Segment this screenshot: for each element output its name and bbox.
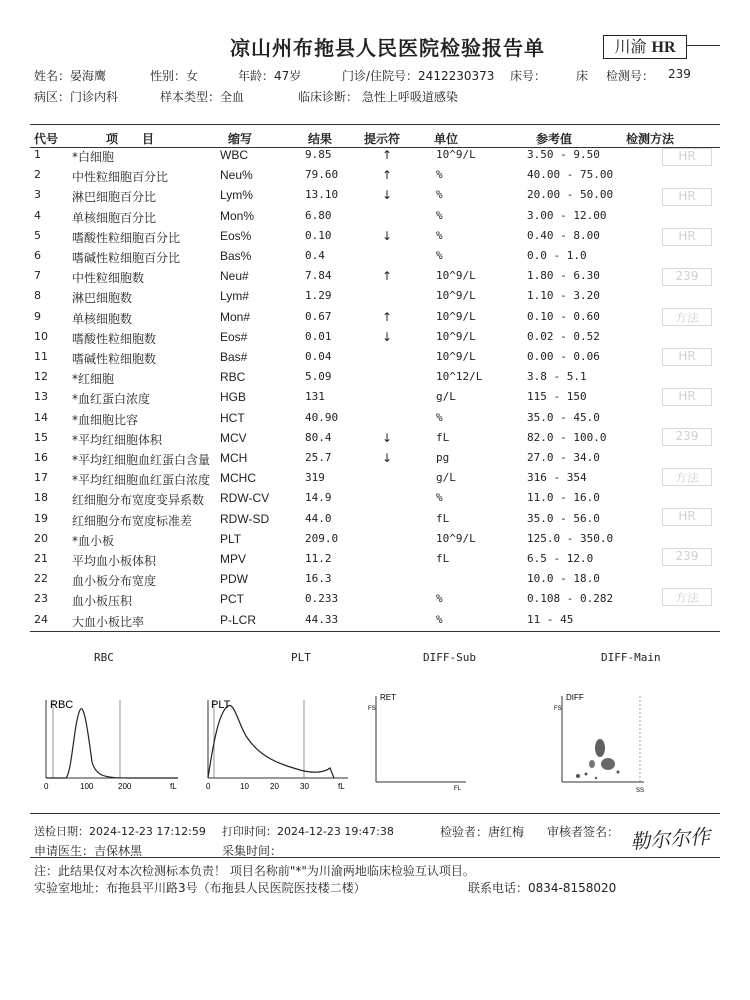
- bed-value: 床: [576, 69, 589, 83]
- row-number: 15: [34, 430, 48, 444]
- item-name: *平均红细胞血红蛋白含量: [72, 453, 211, 467]
- item-result: 0.01: [305, 329, 332, 343]
- item-unit: 10^9/L: [436, 269, 476, 283]
- item-unit: g/L: [436, 390, 456, 404]
- ret-x-axis: FL: [454, 786, 462, 790]
- row-number: 21: [34, 552, 48, 565]
- item-flag: ↓: [382, 188, 393, 203]
- row-number: 6: [34, 249, 41, 262]
- item-flag: ↓: [382, 329, 393, 344]
- item-result: 0.4: [305, 249, 325, 262]
- watermark-stamp: HR: [662, 228, 712, 246]
- table-row: [0, 451, 750, 471]
- rbc-tick-unit: fL: [170, 782, 177, 791]
- plt-histogram: [200, 692, 355, 792]
- item-unit: %: [436, 208, 443, 222]
- item-abbr: WBC: [220, 148, 248, 162]
- item-abbr: PLT: [220, 531, 242, 546]
- footer-top-line: [30, 813, 720, 814]
- watermark-stamp: 方法: [662, 468, 712, 486]
- diff-y-axis: FS: [554, 706, 562, 712]
- item-abbr: Lym%: [220, 188, 253, 203]
- item-abbr: Eos#: [220, 329, 248, 344]
- item-result: 0.04: [305, 350, 332, 363]
- item-reference: 115 - 150: [527, 390, 587, 404]
- table-row: [0, 289, 750, 309]
- applying-doctor: 申请医生：吉保林黑: [34, 844, 143, 858]
- item-abbr: PCT: [220, 592, 244, 607]
- table-row: [0, 390, 750, 410]
- item-result: 44.0: [305, 511, 332, 525]
- item-name: *血红蛋白浓度: [72, 392, 151, 407]
- watermark-stamp: HR: [662, 148, 712, 166]
- row-number: 13: [34, 390, 48, 404]
- row-number: 16: [34, 451, 48, 464]
- item-name: 红细胞分布宽度标准差: [72, 513, 193, 528]
- item-unit: %: [436, 410, 443, 424]
- row-number: 10: [34, 329, 48, 343]
- diff-x-axis: SS: [636, 788, 645, 794]
- item-abbr: Bas#: [220, 350, 248, 364]
- item-flag: ↑: [382, 269, 393, 284]
- patient-name: 姓名：晏海鹰: [34, 69, 107, 83]
- item-result: 6.80: [305, 208, 332, 222]
- item-abbr: MCHC: [220, 471, 256, 486]
- item-name: 嗜酸性粒细胞百分比: [72, 230, 181, 245]
- diff-scattergram: [548, 690, 658, 798]
- rbc-histogram: [38, 692, 188, 792]
- row-number: 20: [34, 531, 48, 545]
- table-row: [0, 592, 750, 612]
- item-reference: 82.0 - 100.0: [527, 430, 607, 444]
- item-unit: 10^9/L: [436, 531, 476, 545]
- item-abbr: P-LCR: [220, 612, 257, 627]
- item-name: 血小板分布宽度: [72, 574, 157, 589]
- diff-label: DIFF: [566, 693, 584, 702]
- item-abbr: RDW-CV: [220, 491, 270, 506]
- item-reference: 27.0 - 34.0: [527, 451, 600, 464]
- table-top-line: [30, 124, 720, 125]
- col-header-abbr: 缩写: [228, 132, 253, 146]
- plt-tick-20: 20: [270, 782, 279, 791]
- item-name: 单核细胞数: [72, 311, 133, 326]
- watermark-stamp: 方法: [662, 308, 712, 326]
- item-abbr: Eos%: [220, 228, 252, 243]
- collection-time: 采集时间：: [222, 844, 283, 858]
- item-abbr: MPV: [220, 552, 247, 566]
- item-abbr: Neu#: [220, 269, 249, 284]
- item-unit: %: [436, 188, 443, 202]
- item-result: 80.4: [305, 430, 332, 444]
- table-row: [0, 229, 750, 249]
- item-reference: 1.80 - 6.30: [527, 269, 600, 283]
- item-reference: 0.02 - 0.52: [527, 329, 600, 343]
- item-unit: 10^9/L: [436, 350, 476, 363]
- item-name: 嗜碱性粒细胞百分比: [72, 251, 181, 265]
- watermark-stamp: 239: [662, 548, 712, 566]
- item-result: 131: [305, 390, 325, 404]
- header-line: [686, 45, 720, 46]
- ret-y-axis: FS: [368, 706, 376, 712]
- item-reference: 0.00 - 0.06: [527, 350, 600, 363]
- watermark-stamp: HR: [662, 348, 712, 366]
- report-title: 凉山州布拖县人民医院检验报告单: [230, 36, 545, 60]
- item-unit: 10^9/L: [436, 309, 476, 323]
- lab-phone: 联系电话：0834-8158020: [468, 881, 617, 895]
- col-header-no: 代号: [34, 132, 59, 146]
- patient-sex: 性别：女: [150, 69, 199, 83]
- outpatient-number: 门诊/住院号：2412230373: [342, 69, 495, 83]
- item-unit: 10^9/L: [436, 289, 476, 303]
- watermark-stamp: 239: [662, 268, 712, 286]
- item-reference: 3.50 - 9.50: [527, 148, 600, 161]
- item-reference: 10.0 - 18.0: [527, 572, 600, 586]
- item-name: *血细胞比容: [72, 412, 139, 427]
- table-row: [0, 350, 750, 370]
- item-abbr: Mon%: [220, 208, 255, 223]
- row-number: 5: [34, 228, 41, 242]
- item-result: 16.3: [305, 572, 332, 586]
- item-name: 嗜碱性粒细胞数: [72, 352, 157, 366]
- item-abbr: PDW: [220, 572, 248, 587]
- item-unit: %: [436, 249, 443, 262]
- item-result: 5.09: [305, 370, 332, 384]
- test-number-value: 239: [668, 67, 691, 81]
- bed-label: 床号：: [510, 69, 547, 83]
- item-abbr: Bas%: [220, 249, 252, 263]
- row-number: 7: [34, 269, 41, 283]
- row-number: 1: [34, 148, 41, 161]
- row-number: 11: [34, 350, 48, 363]
- specimen-type: 样本类型：全血: [160, 90, 245, 104]
- item-name: 单核细胞百分比: [72, 210, 157, 225]
- row-number: 24: [34, 612, 48, 626]
- item-result: 25.7: [305, 451, 332, 464]
- row-number: 23: [34, 592, 48, 606]
- row-number: 17: [34, 471, 48, 485]
- col-header-item: 项 目: [106, 132, 155, 146]
- row-number: 22: [34, 572, 48, 586]
- row-number: 3: [34, 188, 41, 202]
- item-name: 中性粒细胞数: [72, 271, 145, 286]
- item-abbr: MCV: [220, 430, 247, 445]
- col-header-unit: 单位: [434, 132, 459, 146]
- reviewer-signature: 勒尔尔作: [629, 824, 711, 854]
- rbc-tick-200: 200: [118, 782, 132, 791]
- item-flag: ↓: [382, 451, 393, 465]
- patient-age: 年龄：47岁: [238, 69, 302, 83]
- item-result: 14.9: [305, 491, 332, 505]
- lab-address: 实验室地址：布拖县平川路3号（布拖县人民医院医技楼二楼）: [34, 881, 366, 895]
- item-abbr: RDW-SD: [220, 511, 270, 526]
- item-reference: 3.8 - 5.1: [527, 370, 587, 384]
- item-reference: 20.00 - 50.00: [527, 188, 614, 202]
- item-reference: 35.0 - 56.0: [527, 511, 600, 525]
- table-row: [0, 269, 750, 289]
- col-header-method: 检测方法: [626, 132, 675, 146]
- item-name: *红细胞: [72, 372, 115, 387]
- item-flag: ↑: [382, 148, 393, 162]
- item-name: 中性粒细胞百分比: [72, 170, 169, 185]
- item-name: *平均红细胞体积: [72, 432, 163, 447]
- item-reference: 0.40 - 8.00: [527, 228, 600, 242]
- item-result: 209.0: [305, 531, 339, 545]
- watermark-stamp: HR: [662, 508, 712, 526]
- badge-prefix: 川渝: [614, 37, 647, 56]
- item-reference: 1.10 - 3.20: [527, 289, 600, 303]
- item-abbr: Neu%: [220, 168, 253, 183]
- col-header-flag: 提示符: [364, 132, 401, 146]
- item-unit: fL: [436, 552, 450, 565]
- table-row: [0, 209, 750, 229]
- row-number: 2: [34, 168, 41, 182]
- hist-title-diff-main: DIFF-Main: [601, 651, 661, 664]
- item-flag: ↑: [382, 168, 393, 183]
- plt-tick-unit: fL: [338, 782, 345, 791]
- item-abbr: RBC: [220, 370, 246, 385]
- item-result: 319: [305, 471, 325, 485]
- item-result: 7.84: [305, 269, 332, 283]
- item-reference: 0.0 - 1.0: [527, 249, 587, 262]
- item-flag: ↓: [382, 228, 393, 243]
- table-row: [0, 431, 750, 451]
- item-result: 11.2: [305, 552, 332, 565]
- item-unit: 10^9/L: [436, 148, 476, 161]
- item-unit: pg: [436, 451, 450, 464]
- watermark-stamp: HR: [662, 388, 712, 406]
- item-name: 嗜酸性粒细胞数: [72, 331, 157, 346]
- item-name: 平均血小板体积: [72, 554, 157, 568]
- plt-tick-10: 10: [240, 782, 249, 791]
- item-unit: %: [436, 592, 443, 606]
- item-result: 79.60: [305, 168, 339, 182]
- item-name: 淋巴细胞数: [72, 291, 133, 306]
- table-row: [0, 471, 750, 491]
- table-row: [0, 512, 750, 532]
- footer-mid-line: [30, 857, 720, 858]
- item-name: 血小板压积: [72, 594, 133, 609]
- item-name: *血小板: [72, 533, 115, 548]
- item-name: 大血小板比率: [72, 614, 145, 629]
- table-row: [0, 552, 750, 572]
- item-reference: 35.0 - 45.0: [527, 410, 600, 424]
- item-result: 0.233: [305, 592, 339, 606]
- watermark-stamp: HR: [662, 188, 712, 206]
- item-unit: fL: [436, 511, 450, 525]
- item-abbr: MCH: [220, 451, 248, 465]
- table-row: [0, 249, 750, 269]
- mutual-recognition-badge: [603, 35, 687, 59]
- item-abbr: HGB: [220, 390, 247, 405]
- item-unit: g/L: [436, 471, 456, 485]
- item-reference: 0.108 - 0.282: [527, 592, 614, 606]
- table-row: [0, 532, 750, 552]
- row-number: 18: [34, 491, 48, 505]
- item-reference: 125.0 - 350.0: [527, 531, 614, 545]
- item-unit: %: [436, 168, 443, 182]
- print-time: 打印时间：2024-12-23 19:47:38: [222, 825, 394, 838]
- item-unit: %: [436, 491, 443, 505]
- item-reference: 11.0 - 16.0: [527, 491, 600, 505]
- item-reference: 0.10 - 0.60: [527, 309, 600, 323]
- item-unit: %: [436, 612, 443, 626]
- item-result: 40.90: [305, 410, 339, 424]
- col-header-result: 结果: [308, 132, 333, 146]
- row-number: 4: [34, 208, 41, 222]
- plt-tick-0: 0: [206, 782, 211, 791]
- rbc-tick-0: 0: [44, 782, 49, 791]
- table-row: [0, 310, 750, 330]
- plt-curve-label: PLT: [211, 699, 231, 711]
- table-row: [0, 572, 750, 592]
- item-result: 0.67: [305, 309, 332, 323]
- item-reference: 40.00 - 75.00: [527, 168, 614, 182]
- item-flag: ↑: [382, 309, 393, 324]
- plt-tick-30: 30: [300, 782, 309, 791]
- item-result: 44.33: [305, 612, 339, 626]
- clinical-diagnosis: 临床诊断： 急性上呼吸道感染: [298, 90, 458, 104]
- ret-scattergram: [362, 690, 472, 790]
- disclaimer-note: 注：此结果仅对本次检测标本负责！ 项目名称前"*"为川渝两地临床检验互认项目。: [34, 864, 475, 878]
- item-unit: fL: [436, 430, 450, 444]
- table-row: [0, 148, 750, 168]
- inspector: 检验者：唐红梅: [440, 825, 525, 839]
- row-number: 12: [34, 370, 48, 384]
- table-row: [0, 188, 750, 208]
- watermark-stamp: 方法: [662, 588, 712, 606]
- hist-title-plt: PLT: [291, 651, 311, 664]
- item-abbr: HCT: [220, 410, 245, 425]
- table-row: [0, 330, 750, 350]
- item-unit: 10^9/L: [436, 329, 476, 343]
- item-reference: 11 - 45: [527, 612, 574, 626]
- row-number: 19: [34, 511, 48, 525]
- item-unit: 10^12/L: [436, 370, 483, 384]
- ret-label: RET: [380, 693, 396, 702]
- item-flag: ↓: [382, 430, 393, 445]
- table-row: [0, 491, 750, 511]
- item-result: 1.29: [305, 289, 332, 303]
- watermark-stamp: 239: [662, 428, 712, 446]
- send-date: 送检日期：2024-12-23 17:12:59: [34, 825, 206, 838]
- ward: 病区：门诊内科: [34, 90, 119, 104]
- item-abbr: Mon#: [220, 309, 251, 324]
- reviewer-label: 审核者签名：: [547, 825, 620, 839]
- row-number: 8: [34, 289, 41, 303]
- hist-title-rbc: RBC: [94, 651, 114, 664]
- table-row: [0, 411, 750, 431]
- item-reference: 316 - 354: [527, 471, 587, 485]
- rbc-curve-label: RBC: [50, 699, 74, 711]
- item-result: 9.85: [305, 148, 332, 161]
- hist-title-diff-sub: DIFF-Sub: [423, 651, 476, 664]
- row-number: 14: [34, 410, 48, 424]
- item-result: 0.10: [305, 228, 332, 242]
- item-result: 13.10: [305, 188, 339, 202]
- item-name: 红细胞分布宽度变异系数: [72, 493, 205, 508]
- test-number-label: 检测号：: [606, 69, 655, 83]
- rbc-tick-100: 100: [80, 782, 94, 791]
- table-row: [0, 370, 750, 390]
- col-header-ref: 参考值: [536, 132, 573, 146]
- item-name: 淋巴细胞百分比: [72, 190, 157, 205]
- item-abbr: Lym#: [220, 289, 249, 304]
- badge-code: HR: [651, 39, 676, 56]
- row-number: 9: [34, 309, 41, 323]
- table-row: [0, 613, 750, 633]
- item-reference: 3.00 - 12.00: [527, 208, 607, 222]
- item-reference: 6.5 - 12.0: [527, 552, 594, 565]
- item-name: *白细胞: [72, 150, 115, 164]
- table-bottom-line: [30, 631, 720, 632]
- item-unit: %: [436, 228, 443, 242]
- table-row: [0, 168, 750, 188]
- item-name: *平均红细胞血红蛋白浓度: [72, 473, 211, 488]
